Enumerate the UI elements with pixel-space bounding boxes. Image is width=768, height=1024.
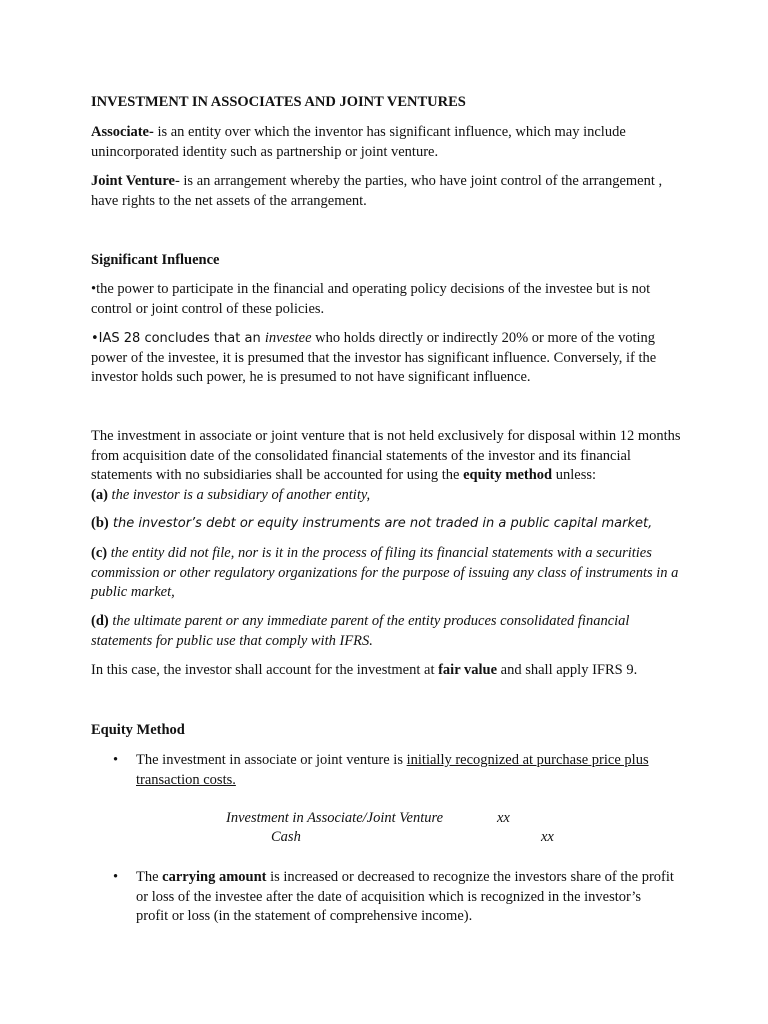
journal-debit-account: Investment in Associate/Joint Venture [226,810,444,826]
significant-influence-point-1: •the power to participate in the financial and operating policy decisions of the investee but is not control or joint control of these policies. [91,281,651,317]
condition-b: (b) the investor’s debt or equity instruments are not traded in a public capital market, [91,515,653,531]
joint-venture-definition: Joint Venture- is an arrangement whereby the parties, who have joint control of the arrangement , have rights to the net assets of the arrangement. [91,173,663,209]
significant-influence-heading: Significant Influence [91,252,220,268]
fair-value-statement: In this case, the investor shall account for the investment at fair value and shall apply IFRS 9. [91,662,638,678]
condition-a-text: the investor is a subsidiary of another entity, [107,486,371,503]
journal-credit-amount: xx [541,829,554,845]
equity-method-bullet-1: The investment in associate or joint venture is initially recognized at purchase price plus transaction costs. [136,752,649,788]
significant-influence-point-2: •IAS 28 concludes that an investee who holds directly or indirectly 20% or more of the voting power of the investee, it is presumed that the investor has significant influence. Conversely, if the investor holds such power, he is presumed to not have significant influence. [91,330,657,385]
condition-c: (c) the entity did not file, nor is it in the process of filing its financial statements with a securities commission or other regulatory organizations for the purpose of issuing any class of instruments in a public market, [91,545,679,600]
page-title: INVESTMENT IN ASSOCIATES AND JOINT VENTURES [91,94,466,110]
journal-credit-account: Cash [271,829,301,845]
bullet-icon: • [113,752,119,768]
associate-term: Associate- [91,124,154,140]
joint-venture-term: Joint Venture [91,173,175,189]
journal-debit-amount: xx [497,810,510,826]
bullet-icon: • [113,869,119,885]
equity-method-heading: Equity Method [91,722,185,738]
condition-a-label: (a) [91,486,108,503]
equity-method-intro: The investment in associate or joint venture that is not held exclusively for disposal within 12 months from acquisition date of the consolidated financial statements of the investor and its financial statements with no subsidiaries shall be accounted for using the equity method unless: (a) the investor is a subsidiary of another entity, [91,428,681,503]
condition-d: (d) the ultimate parent or any immediate parent of the entity produces consolidated financial statements for public use that comply with IFRS. [91,613,630,649]
associate-definition: Associate- is an entity over which the inventor has significant influence, which may include unincorporated identity such as partnership or joint venture. [91,124,626,160]
equity-method-bullet-2: The carrying amount is increased or decreased to recognize the investors share of the profit or loss of the investee after the date of acquisition which is recognized in the investor’s profit or loss (in the statement of comprehensive income). [136,869,674,924]
